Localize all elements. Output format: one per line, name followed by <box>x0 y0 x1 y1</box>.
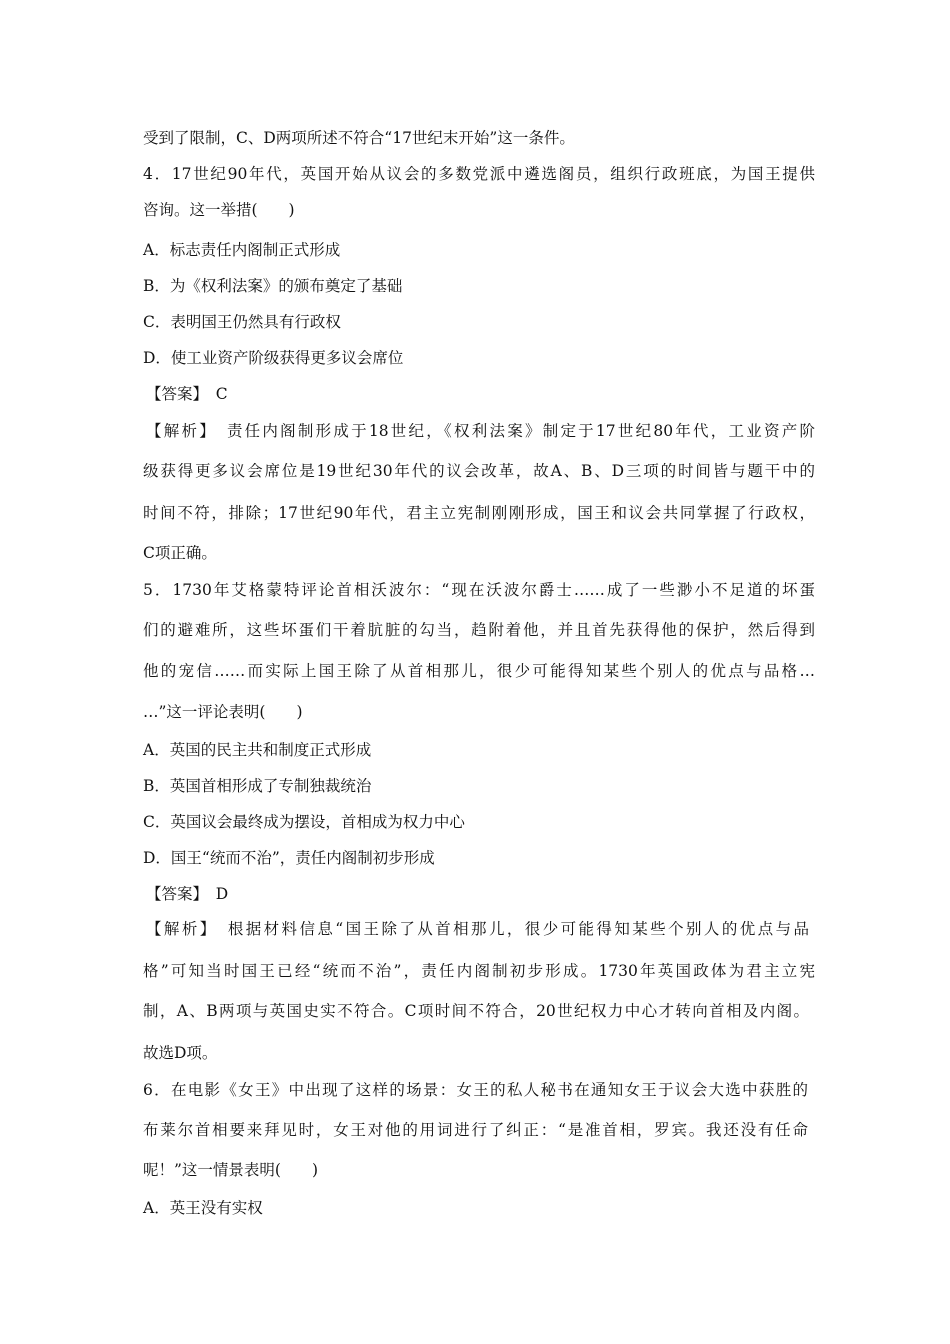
question-4-option-a: A．标志责任内阁制正式形成 <box>143 241 341 259</box>
question-6-stem: 呢！”这一情景表明( ) <box>143 1161 319 1179</box>
question-5-analysis: 【解析】 根据材料信息“国王除了从首相那儿，很少可能得知某些个别人的优点与品 <box>146 920 809 938</box>
question-5-option-d: D．国王“统而不治”，责任内阁制初步形成 <box>143 849 435 867</box>
question-5-stem: 他的宠信……而实际上国王除了从首相那儿，很少可能得知某些个别人的优点与品格… <box>143 662 815 680</box>
question-6-stem: 6．在电影《女王》中出现了这样的场景：女王的私人秘书在通知女王于议会大选中获胜的 <box>143 1081 808 1099</box>
question-4-option-c: C．表明国王仍然具有行政权 <box>143 313 341 331</box>
question-4-option-b: B．为《权利法案》的颁布奠定了基础 <box>143 277 403 295</box>
question-5-option-a: A．英国的民主共和制度正式形成 <box>143 741 372 759</box>
question-5-analysis: 故选D项。 <box>143 1044 218 1062</box>
question-4-analysis: 时间不符，排除；17世纪90年代，君主立宪制刚刚形成，国王和议会共同掌握了行政权， <box>143 504 815 522</box>
question-4-answer: 【答案】 C <box>146 385 228 403</box>
question-5-stem: 们的避难所，这些坏蛋们干着肮脏的勾当，趋附着他，并且首先获得他的保护，然后得到 <box>143 621 815 639</box>
question-5-analysis: 制，A、B两项与英国史实不符合。C项时间不符合，20世纪权力中心才转向首相及内阁。 <box>143 1002 809 1020</box>
question-5-option-b: B．英国首相形成了专制独裁统治 <box>143 777 372 795</box>
question-4-stem: 咨询。这一举措( ) <box>143 201 295 219</box>
text-line: 受到了限制，C、D两项所述不符合“17世纪末开始”这一条件。 <box>143 129 575 147</box>
question-4-stem: 4．17世纪90年代，英国开始从议会的多数党派中遴选阁员，组织行政班底，为国王提供 <box>143 165 815 183</box>
question-4-option-d: D．使工业资产阶级获得更多议会席位 <box>143 349 404 367</box>
question-4-analysis: 【解析】 责任内阁制形成于18世纪，《权利法案》制定于17世纪80年代，工业资产阶 <box>146 422 815 440</box>
question-5-analysis: 格”可知当时国王已经“统而不治”，责任内阁制初步形成。1730年英国政体为君主立宪 <box>143 962 815 980</box>
question-4-analysis: 级获得更多议会席位是19世纪30年代的议会改革，故A、B、D三项的时间皆与题干中的 <box>143 462 815 480</box>
question-5-answer: 【答案】 D <box>146 885 229 903</box>
question-5-stem: …”这一评论表明( ) <box>143 703 303 721</box>
question-5-option-c: C．英国议会最终成为摆设，首相成为权力中心 <box>143 813 465 831</box>
question-6-option-a: A．英王没有实权 <box>143 1199 263 1217</box>
question-6-stem: 布莱尔首相要来拜见时，女王对他的用词进行了纠正：“是准首相，罗宾。我还没有任命 <box>143 1121 808 1139</box>
question-5-stem: 5．1730年艾格蒙特评论首相沃波尔：“现在沃波尔爵士……成了一些渺小不足道的坏蛋 <box>143 581 815 599</box>
question-4-analysis: C项正确。 <box>143 544 217 562</box>
